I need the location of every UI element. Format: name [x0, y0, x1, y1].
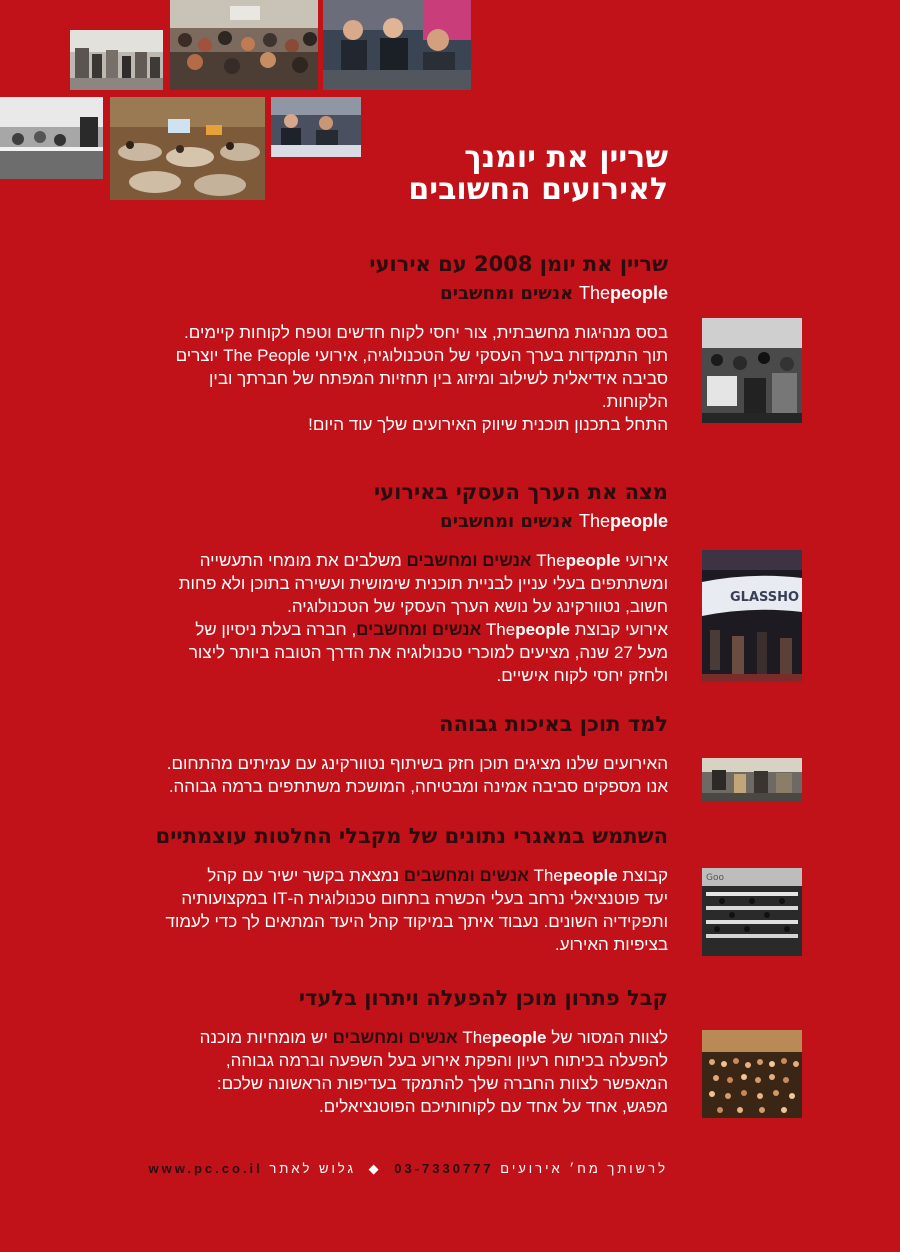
paragraph-line [108, 618, 668, 641]
footer-prefix: לרשותך מח׳ אירועים [500, 1161, 668, 1176]
section-body [108, 752, 668, 798]
paragraph-line: תוך התמקדות בערך העסקי של הטכנולוגיה, אירועי The People יוצרים [175, 346, 668, 365]
crowd-photo [702, 1030, 802, 1118]
brand-the: The [485, 620, 516, 639]
lecture-hall-photo [702, 868, 802, 956]
section-heading: למד תוכן באיכות גבוהה [439, 712, 668, 736]
section-body [108, 864, 668, 956]
brand-the: The [578, 511, 610, 531]
paragraph-line: מפגש, אחד על אחד עם לקוחותיכם הפוטנציאלים. [318, 1097, 668, 1116]
event-photo-2 [170, 0, 318, 90]
section-decision-makers [108, 822, 668, 956]
brand-line [108, 280, 668, 307]
brand-line [108, 508, 668, 535]
brand-the: The [462, 1028, 492, 1047]
paragraph-line: יעד פוטנציאלי נרחב בעלי הכשרה בתחום טכנולוגית ה-IT במקצועותיה [181, 889, 668, 908]
text-suffix: , חברה בעלת ניסיון של [195, 620, 357, 639]
section-body [108, 321, 668, 436]
section-heading: מצה את הערך העסקי באירועי [373, 480, 668, 504]
paragraph-line: בסס מנהיגות מחשבתית, צור יחסי לקוח חדשים וטפח לקוחות קיימים. [184, 323, 668, 342]
brand-hebrew: אנשים ומחשבים [440, 283, 574, 304]
footer-phone[interactable]: 03-7330777 [394, 1161, 494, 1176]
lecture-sign: Goo [706, 873, 724, 883]
paragraph-line: האירועים שלנו מציגים תוכן חזק בשיתוף נטוורקינג עם עמיתים מהתחום. [166, 754, 668, 773]
paragraph-line [108, 864, 668, 887]
exhibition-photo [702, 758, 802, 801]
diamond-icon: ◆ [368, 1161, 382, 1176]
hero-title-line2: לאירועים החשובים [408, 172, 668, 207]
text-prefix: לצוות המסור של [551, 1028, 668, 1047]
text-suffix: משלבים את מומחי התעשייה [199, 551, 402, 570]
brand-people: people [609, 511, 668, 531]
text-prefix: אירועי קבוצת [574, 620, 668, 639]
section-body [108, 1026, 668, 1118]
paragraph-line: המאפשר לצוות החברה שלך להתמקד בעדיפות הראשונה שלכם: [216, 1074, 668, 1093]
paragraph-line: ולחזק יחסי לקוח אישיים. [496, 666, 668, 685]
hero-title [338, 142, 668, 206]
section-plan-calendar [108, 250, 668, 436]
brand-people: people [609, 283, 668, 303]
brand-hebrew: אנשים ומחשבים [356, 620, 482, 639]
glasshouse-sign: GLASSHO [730, 590, 800, 605]
brand-people: people [565, 551, 621, 570]
event-photo-4 [0, 97, 103, 179]
paragraph-line: סביבה אידיאלית לשילוב ומיזוג בין תחזיות המפתח של חברתך ובין [209, 369, 668, 388]
brand-hebrew: אנשים ומחשבים [406, 551, 532, 570]
paragraph-line: ומשתתפים בעלי עניין לבניית תוכנית שימושית ועשירה בתוכן ולא פחות [178, 574, 668, 593]
paragraph-line [108, 549, 668, 572]
paragraph-line: הלקוחות. [601, 392, 668, 411]
footer-middle: גלוש לאתר [269, 1161, 357, 1176]
section-heading: קבל פתרון מוכן להפעלה ויתרון בלעדי [298, 986, 668, 1010]
event-photo-5 [110, 97, 265, 200]
event-photo-3 [323, 0, 471, 90]
brand-hebrew: אנשים ומחשבים [440, 511, 574, 532]
paragraph-line: מעל 27 שנה, מציעים למוכרי טכנולוגיה את הדרך הטובה ביותר ליצור [188, 643, 668, 662]
hero-title-line1: שריין את יומנך [464, 140, 668, 175]
brand-hebrew: אנשים ומחשבים [403, 866, 529, 885]
section-turnkey-solution [108, 984, 668, 1118]
brand-the: The [536, 551, 566, 570]
section-heading: שריין את יומן 2008 עם אירועי [369, 252, 668, 276]
section-body [108, 549, 668, 687]
section-business-value [108, 478, 668, 687]
section-heading: השתמש במאגרי נתונים של מקבלי החלטות עוצמתיים [155, 824, 668, 848]
conference-photo [702, 318, 802, 423]
text-prefix: קבוצת [622, 866, 668, 885]
event-photo-1 [70, 30, 163, 90]
text-prefix: אירועי [625, 551, 668, 570]
section-quality-content [108, 710, 668, 798]
text-suffix: נמצאת בקשר ישיר עם קהל [207, 866, 400, 885]
paragraph-line: אנו מספקים סביבה אמינה ומבטיחה, המושכת משתתפים ברמה גבוהה. [168, 777, 668, 796]
paragraph-line: התחל בתכנון תוכנית שיווק האירועים שלך עוד היום! [308, 415, 668, 434]
brand-people: people [491, 1028, 547, 1047]
paragraph-line: להפעלה בכיתוח רעיון והפקת אירוע בעל השפעה וברמה גבוהה, [225, 1051, 668, 1070]
footer-contact [108, 1161, 668, 1177]
brand-the: The [578, 283, 610, 303]
text-suffix: יש מומחיות מוכנה [199, 1028, 328, 1047]
paragraph-line: ותפקידיה השונים. נעבוד איתך במיקוד קהל היעד המתאים לך כדי לעמוד [165, 912, 668, 931]
footer-site-link[interactable]: www.pc.co.il [148, 1161, 263, 1176]
paragraph-line: בציפיות האירוע. [554, 935, 668, 954]
brand-people: people [515, 620, 571, 639]
paragraph-line: חשוב, נטוורקינג על נושא הערך העסקי של הטכנולוגיה. [287, 597, 668, 616]
brand-hebrew: אנשים ומחשבים [332, 1028, 458, 1047]
brand-the: The [533, 866, 563, 885]
glasshouse-photo [702, 550, 802, 682]
paragraph-line [108, 1026, 668, 1049]
brand-people: people [562, 866, 618, 885]
